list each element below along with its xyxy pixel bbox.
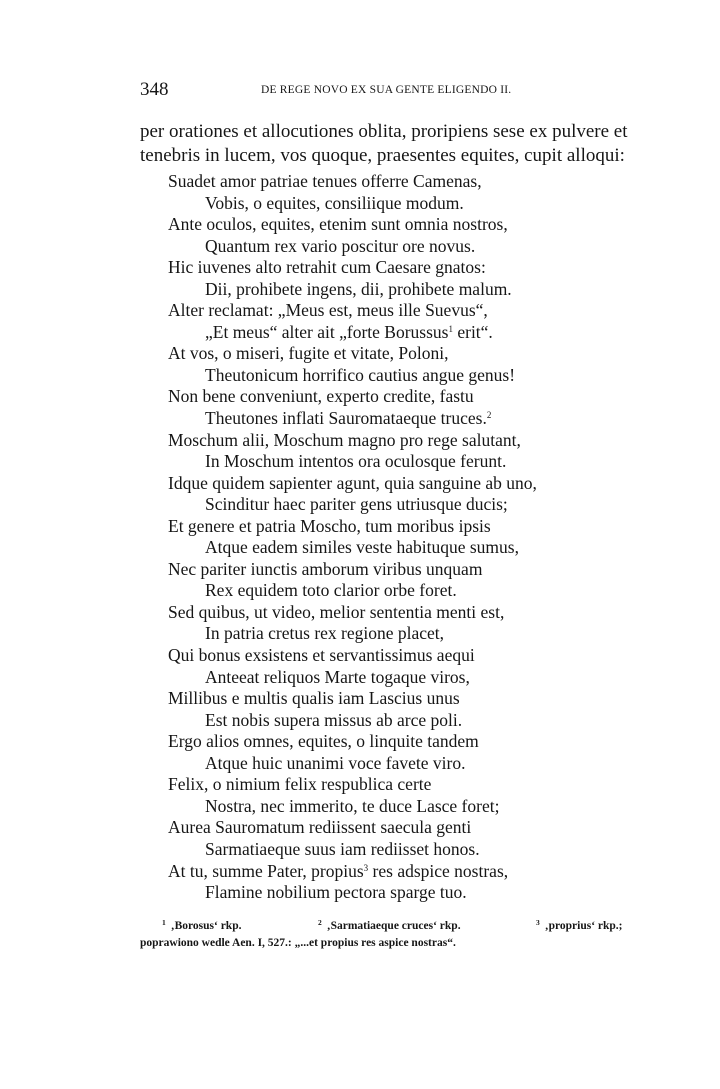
poem-line	[168, 688, 648, 710]
poem-line-text-after: res adspice nostras,	[368, 860, 509, 881]
footnote-reference: 2	[486, 410, 492, 421]
poem-line	[168, 322, 648, 344]
poem-line-text: Scinditur haec pariter gens utriusque ducis;	[205, 494, 508, 515]
poem-line	[168, 645, 648, 667]
poem-line-text: Felix, o nimium felix respublica certe	[168, 774, 432, 795]
poem-line-text: Quantum rex vario poscitur ore novus.	[205, 235, 476, 256]
poem-line-text: Ergo alios omnes, equites, o linquite tandem	[168, 731, 479, 752]
poem-line	[168, 667, 648, 689]
poem-line	[168, 473, 648, 495]
poem-line	[168, 516, 648, 538]
poem-line-text: Rex equidem toto clarior orbe foret.	[205, 580, 457, 601]
poem-line	[168, 861, 648, 883]
poem-line	[168, 710, 648, 732]
poem-line	[168, 494, 648, 516]
poem-line-text: Atque huic unanimi voce favete viro.	[205, 752, 466, 773]
intro-paragraph	[140, 120, 654, 167]
footnote-row	[140, 913, 660, 933]
poem-line-text: Vobis, o equites, consiliique modum.	[205, 192, 464, 213]
poem-line-text: Anteeat reliquos Marte togaque viros,	[205, 666, 470, 687]
poem-line	[168, 343, 648, 365]
poem-line	[168, 623, 648, 645]
poem-line	[168, 193, 648, 215]
poem-line-text: Nec pariter iunctis amborum viribus unquam	[168, 558, 483, 579]
poem-line-text: Suadet amor patriae tenues offerre Camenas,	[168, 171, 482, 191]
poem-line-text: Hic iuvenes alto retrahit cum Caesare gnatos:	[168, 257, 486, 278]
poem-line	[168, 279, 648, 301]
poem-line-text: Idque quidem sapienter agunt, quia sanguine ab uno,	[168, 472, 537, 493]
poem-line	[168, 430, 648, 452]
poem-line	[168, 214, 648, 236]
footnote-text: ‚proprius‘ rkp.;	[544, 920, 623, 932]
poem-line-text: Sarmatiaeque suus iam rediisset honos.	[205, 838, 480, 859]
poem-line-text: Dii, prohibete ingens, dii, prohibete malum.	[205, 278, 512, 299]
poem-line	[168, 386, 648, 408]
poem-line	[168, 602, 648, 624]
footnote-reference: 3	[363, 862, 369, 873]
poem-line-text: Est nobis supera missus ab arce poli.	[205, 709, 463, 730]
poem-line	[168, 300, 648, 322]
poem-line-text: Et genere et patria Moscho, tum moribus ipsis	[168, 515, 491, 536]
poem-line-text: „Et meus“ alter ait „forte Borussus	[205, 321, 449, 342]
poem-line-text: Atque eadem similes veste habituque sumus,	[205, 537, 519, 558]
page-header	[140, 79, 535, 101]
poem-line-text: Ante oculos, equites, etenim sunt omnia nostros,	[168, 214, 508, 235]
poem-line	[168, 774, 648, 796]
page-number: 348	[140, 79, 169, 100]
poem-line-text: Theutones inflati Sauromataeque truces.	[205, 408, 487, 429]
poem-line-text: Qui bonus exsistens et servantissimus aequi	[168, 645, 475, 666]
poem-line-text: In patria cretus rex regione placet,	[205, 623, 445, 644]
poem-line	[168, 731, 648, 753]
poem-line	[168, 451, 648, 473]
intro-line: per orationes et allocutiones oblita, proripiens sese ex pulvere et	[140, 121, 628, 142]
footnote-reference: 1	[448, 323, 453, 334]
footnote-marker: 1	[162, 918, 166, 927]
poem-line-text: Non bene conveniunt, experto credite, fastu	[168, 386, 474, 407]
poem-line-text: Theutonicum horrifico cautius angue genus!	[205, 364, 516, 385]
poem-line	[168, 753, 648, 775]
poem-line	[168, 365, 648, 387]
footnote-3-continuation: poprawiono wedle Aen. I, 527.: „...et propius res aspice nostras“.	[140, 937, 456, 949]
poem-line-text: Flamine nobilium pectora sparge tuo.	[205, 882, 467, 903]
poem-line	[168, 839, 648, 861]
poem-line	[168, 537, 648, 559]
footnote-text: ‚Borosus‘ rkp.	[170, 920, 242, 932]
poem-line	[168, 171, 648, 193]
poem-line-text: In Moschum intentos ora oculosque ferunt.	[205, 451, 507, 472]
footnote-text: ‚Sarmatiaeque cruces‘ rkp.	[326, 920, 461, 932]
footnotes	[140, 913, 660, 953]
poem-line-text: Moschum alii, Moschum magno pro rege salutant,	[168, 429, 521, 450]
footnote-row	[140, 933, 660, 953]
poem-line-text: Sed quibus, ut video, melior sententia menti est,	[168, 601, 505, 622]
poem-line	[168, 257, 648, 279]
poem-line	[168, 882, 648, 904]
poem-line	[168, 580, 648, 602]
footnote-marker: 3	[536, 918, 540, 927]
poem-line-text: Alter reclamat: „Meus est, meus ille Suevus“,	[168, 300, 488, 321]
poem-line	[168, 408, 648, 430]
poem-line	[168, 796, 648, 818]
poem-line	[168, 817, 648, 839]
poem-line	[168, 236, 648, 258]
poem	[168, 171, 648, 904]
intro-line: tenebris in lucem, vos quoque, praesentes equites, cupit alloqui:	[140, 144, 625, 166]
running-title: DE REGE NOVO EX SUA GENTE ELIGENDO II.	[261, 84, 512, 96]
poem-line-text-after: erit“.	[452, 321, 493, 342]
poem-line-text: At vos, o miseri, fugite et vitate, Poloni,	[168, 343, 449, 364]
poem-line-text: At tu, summe Pater, propius	[168, 860, 364, 881]
poem-line-text: Aurea Sauromatum rediissent saecula genti	[168, 817, 472, 838]
poem-line-text: Millibus e multis qualis iam Lascius unus	[168, 688, 460, 709]
poem-line	[168, 559, 648, 581]
poem-line-text: Nostra, nec immerito, te duce Lasce foret;	[205, 795, 500, 816]
footnote-marker: 2	[318, 918, 322, 927]
